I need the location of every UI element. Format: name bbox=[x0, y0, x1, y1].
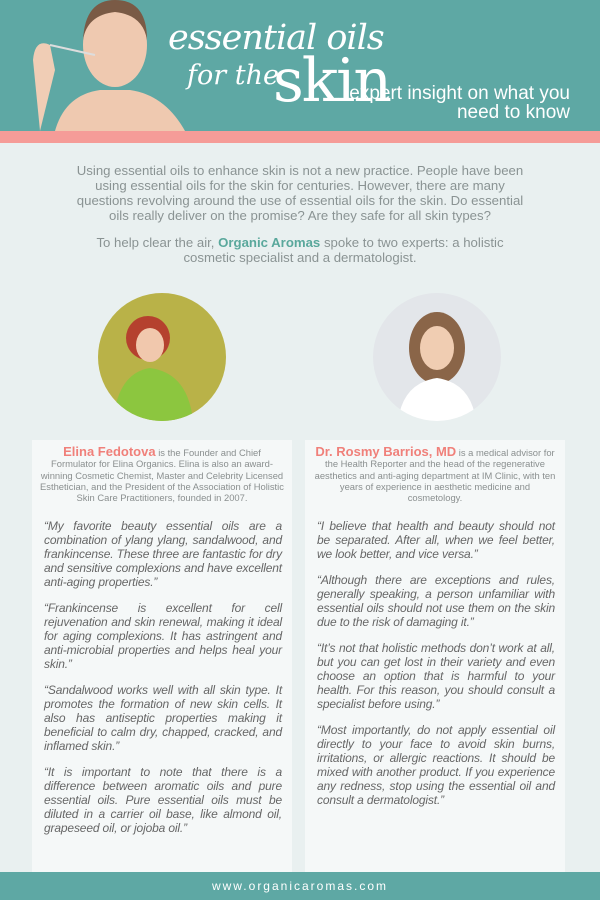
expert-name: Elina Fedotova bbox=[63, 444, 156, 459]
title-skin: skin bbox=[273, 46, 390, 116]
intro-text: To help clear the air, bbox=[96, 235, 215, 250]
model-photo bbox=[25, 0, 190, 131]
header-banner bbox=[0, 0, 600, 131]
brand-name: Organic Aromas bbox=[218, 235, 321, 250]
expert-photo-elina bbox=[98, 293, 226, 421]
quote: “Sandalwood works well with all skin type. It promotes the formation of new skin cells. It also has antiseptic properties making it beneficial to calm dry, chapped, cracked, and inflamed skin.” bbox=[44, 683, 282, 754]
quote: “It’s not that holistic methods don’t work at all, but you can get lost in their variety and even choose an option that is harmful to your health. For this reason, you should consult a specialist before using.” bbox=[317, 641, 555, 712]
expert-card-rosmy bbox=[305, 440, 565, 872]
accent-band bbox=[0, 131, 600, 143]
title-line-2: for the bbox=[187, 60, 279, 91]
footer-url[interactable]: www.organicaromas.com bbox=[0, 872, 600, 900]
expert-card-elina bbox=[32, 440, 292, 872]
quote: “I believe that health and beauty should not be separated. After all, when we feel better, we look better, and vice versa.” bbox=[317, 519, 555, 562]
expert-bio bbox=[32, 440, 292, 503]
quote: “Frankincense is excellent for cell rejuvenation and skin renewal, making it ideal for aging complexions. It has astringent and anti-microbial properties and helps heal your skin.” bbox=[44, 601, 282, 672]
subtitle: expert insight on what you need to know bbox=[349, 83, 570, 123]
quote: “It is important to note that there is a difference between aromatic oils and pure essential oils. Pure essential oils must be diluted in a carrier oil base, like almond oil, grapeseed oil, or jojoba oil.” bbox=[44, 765, 282, 836]
expert-name: Dr. Rosmy Barrios, MD bbox=[315, 444, 457, 459]
quote: “My favorite beauty essential oils are a combination of ylang ylang, sandalwood, and frankincense. These three are fantastic for dry and sensitive complexions and have excellent anti-aging properties.” bbox=[44, 519, 282, 590]
expert-bio bbox=[305, 440, 565, 503]
quote: “Although there are exceptions and rules, generally speaking, a person unfamiliar with essential oils should not use them on the skin due to the risk of damaging it.” bbox=[317, 573, 555, 630]
expert-bio-text: is a medical advisor for the Health Reporter and the head of the regenerative aesthetics and anti-aging department at IM Clinic, with ten years of experience in aesthetic medicine and cosmetology. bbox=[314, 447, 556, 504]
expert-photo-rosmy bbox=[373, 293, 501, 421]
expert-bio-text: is the Founder and Chief Formulator for Elina Organics. Elina is also an award-winning Cosmetic Chemist, Master and Celebrity Licensed Esthetician, and the President of the Association of Holistic Skin Care Practitioners, founded in 2007. bbox=[40, 447, 284, 504]
intro-experts bbox=[70, 235, 530, 265]
intro-text: spoke to two experts: a holistic cosmetic specialist and a dermatologist. bbox=[183, 235, 504, 265]
intro-paragraph: Using essential oils to enhance skin is not a new practice. People have been using essential oils for the skin for centuries. However, there are many questions revolving around the use of essential oils for the skin. Do essential oils really deliver on the promise? Are they safe for all skin types? bbox=[76, 163, 524, 223]
title-line-1: essential oils bbox=[168, 18, 384, 58]
quote: “Most importantly, do not apply essential oil directly to your face to avoid skin burns, irritations, or allergic reactions. It should be mixed with another product. If you experience any redness, stop using the essential oil and consult a dermatologist.” bbox=[317, 723, 555, 808]
